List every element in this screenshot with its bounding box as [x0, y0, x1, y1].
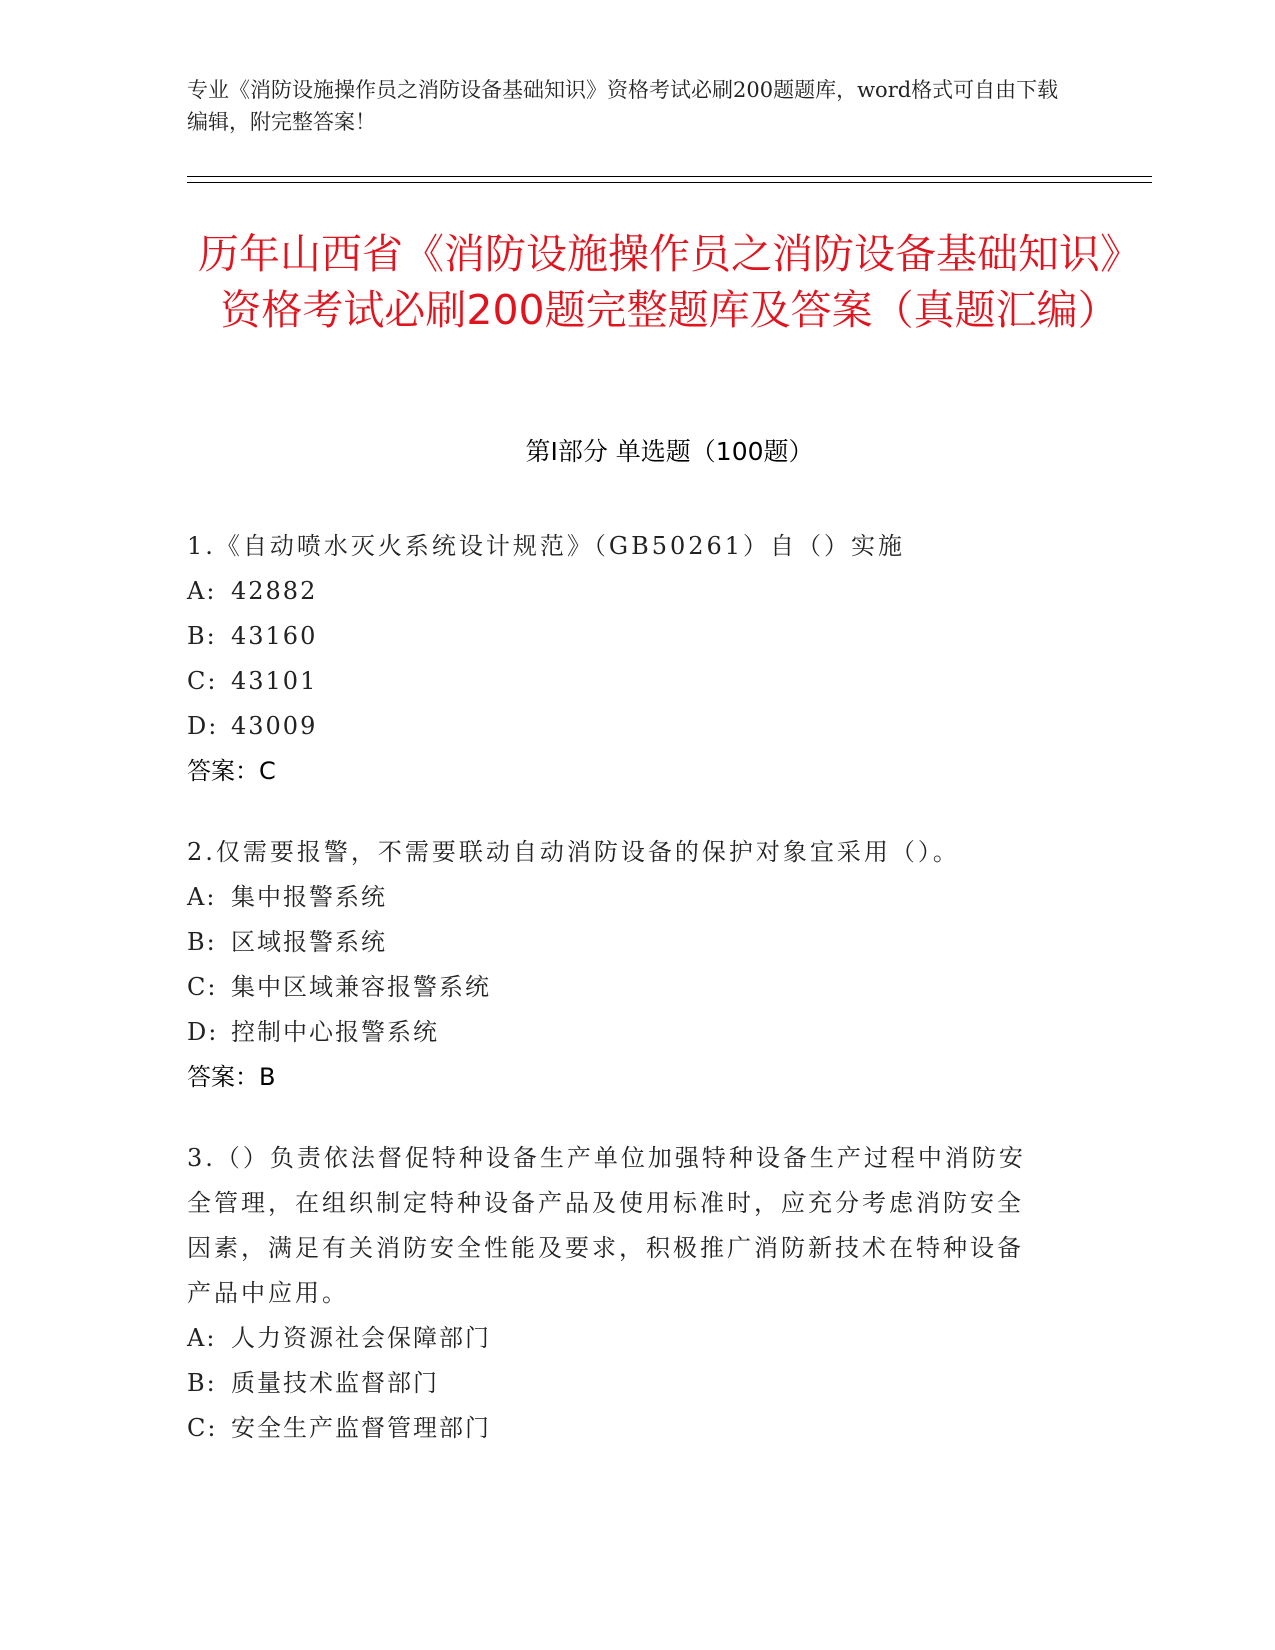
option-label: C:: [187, 973, 218, 1001]
document-page: [187, 0, 1152, 1650]
option-text: 43101: [231, 667, 318, 695]
option-label: B:: [187, 1369, 217, 1397]
option-text: 质量技术监督部门: [231, 1369, 439, 1397]
option-label: C:: [187, 1414, 218, 1442]
option-d: [187, 704, 1047, 749]
option-label: C:: [187, 667, 218, 695]
option-text: 安全生产监督管理部门: [231, 1414, 491, 1442]
option-text: 控制中心报警系统: [231, 1018, 439, 1046]
question-list: [187, 524, 1047, 1487]
option-text: 区域报警系统: [231, 928, 387, 956]
question-1: [187, 524, 1047, 794]
option-text: 人力资源社会保障部门: [231, 1324, 491, 1352]
option-text: 43160: [231, 622, 318, 650]
option-c: [187, 659, 1047, 704]
option-text: 集中报警系统: [231, 883, 387, 911]
header-note: 专业《消防设施操作员之消防设备基础知识》资格考试必刷200题题库，word格式可自由下载编辑，附完整答案！: [187, 78, 1059, 134]
option-text: 42882: [231, 577, 318, 605]
header-rule-bottom: [187, 182, 1152, 183]
option-label: D:: [187, 1018, 219, 1046]
question-text: 1.《自动喷水灭火系统设计规范》（GB50261）自（）实施: [187, 532, 906, 560]
option-label: B:: [187, 928, 217, 956]
option-label: A:: [187, 883, 217, 911]
option-label: D:: [187, 712, 219, 740]
question-3: [187, 1136, 1047, 1451]
option-b: [187, 1361, 1047, 1406]
option-c: [187, 965, 1047, 1010]
header-rule-top: [187, 176, 1152, 177]
question-text: 3.（）负责依法督促特种设备生产单位加强特种设备生产过程中消防安全管理，在组织制定特种设备产品及使用标准时，应充分考虑消防安全因素，满足有关消防安全性能及要求，积极推广消防新技术在特种设备产品中应用。: [187, 1144, 1026, 1307]
option-label: A:: [187, 1324, 217, 1352]
option-a: [187, 1316, 1047, 1361]
answer: 答案：B: [187, 1063, 276, 1091]
question-text: 2.仅需要报警，不需要联动自动消防设备的保护对象宜采用（）。: [187, 838, 960, 866]
option-a: [187, 875, 1047, 920]
option-label: B:: [187, 622, 217, 650]
option-label: A:: [187, 577, 217, 605]
option-b: [187, 920, 1047, 965]
answer: 答案：C: [187, 757, 276, 785]
document-title: 历年山西省《消防设施操作员之消防设备基础知识》资格考试必刷200题完整题库及答案（真题汇编）: [198, 230, 1141, 334]
option-text: 集中区域兼容报警系统: [231, 973, 491, 1001]
option-text: 43009: [231, 712, 318, 740]
option-d: [187, 1010, 1047, 1055]
option-a: [187, 569, 1047, 614]
option-b: [187, 614, 1047, 659]
section-title: 第I部分 单选题（100题）: [525, 437, 814, 466]
option-c: [187, 1406, 1047, 1451]
question-2: [187, 830, 1047, 1100]
